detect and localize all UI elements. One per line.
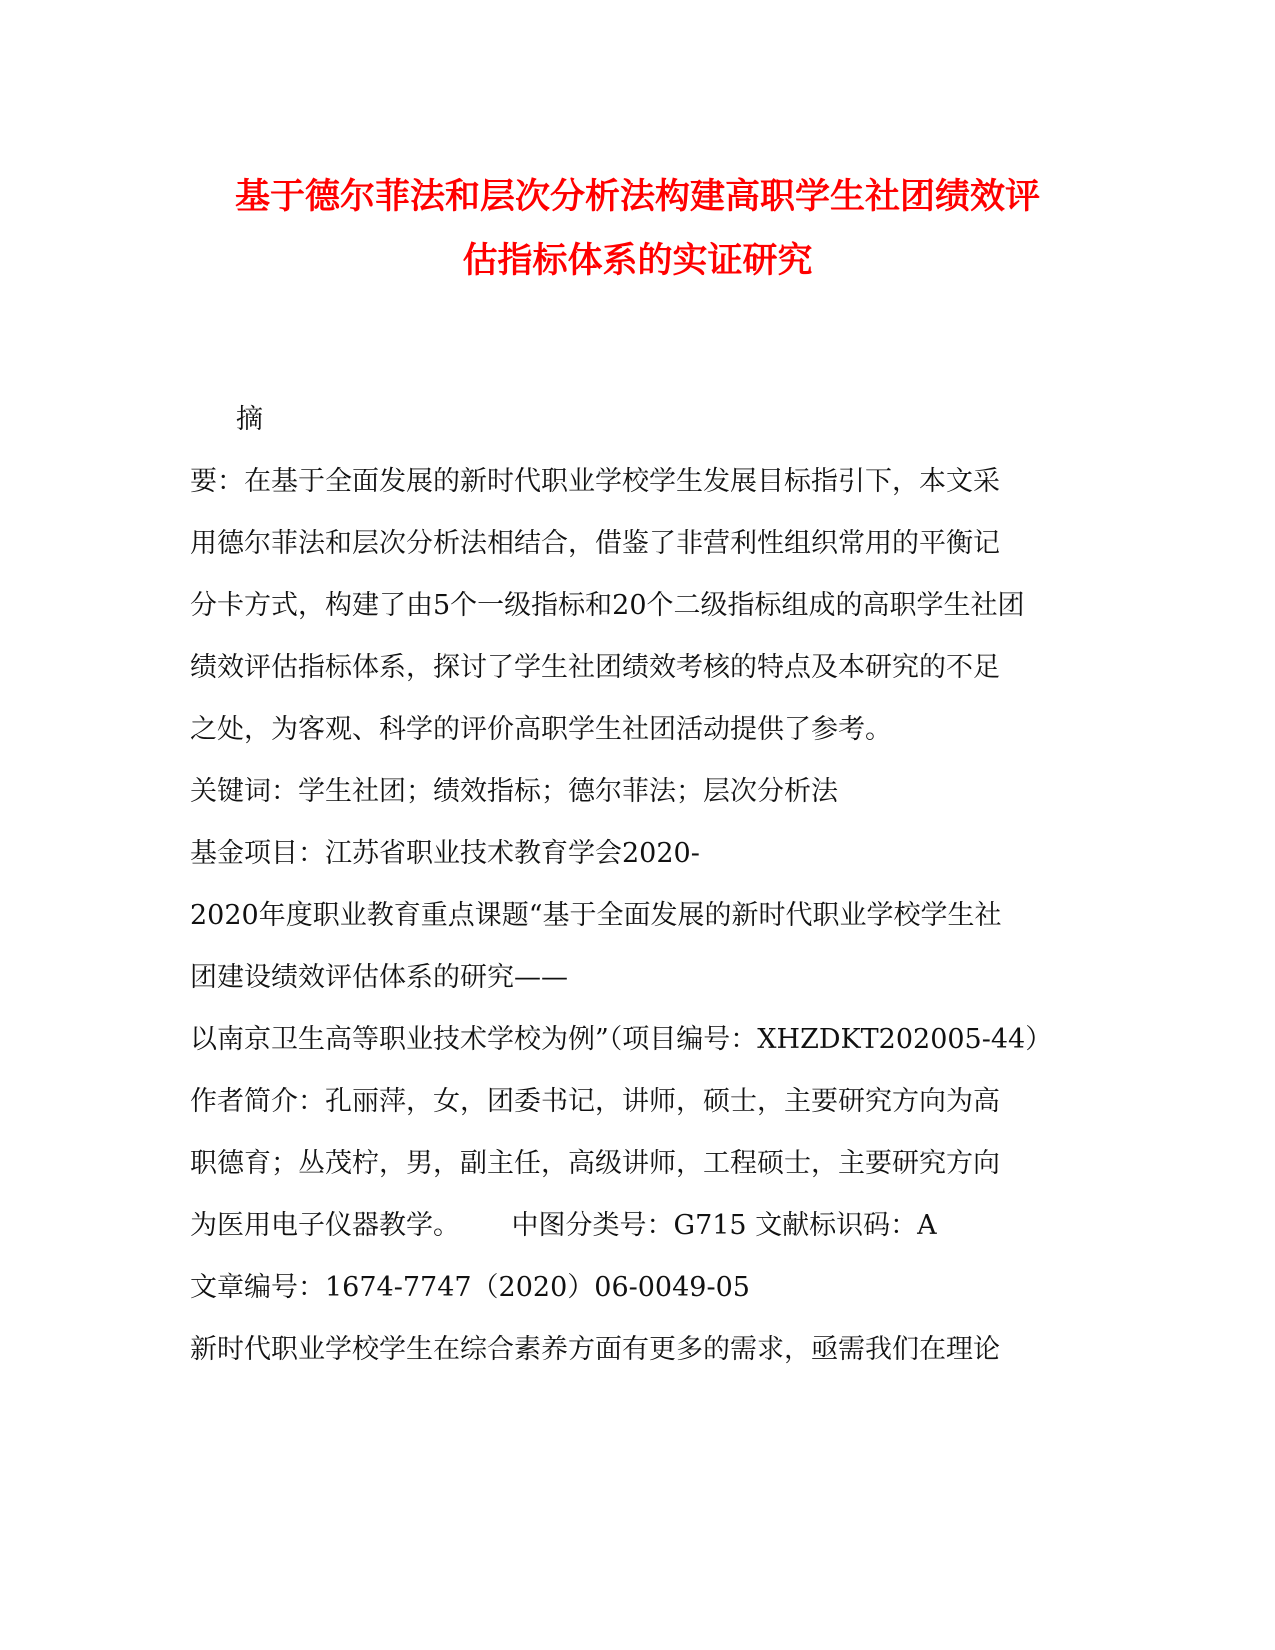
article-number-line: 文章编号：1674-7747（2020）06-0049-05 [190, 1272, 750, 1303]
fund-line-1: 基金项目：江苏省职业技术教育学会2020- [190, 838, 700, 869]
fund-line-4: 以南京卫生高等职业技术学校为例”（项目编号：XHZDKT202005-44） [190, 1024, 1053, 1055]
document-title-line-2: 估指标体系的实证研究 [462, 240, 813, 281]
author-line-1: 作者简介：孔丽萍，女，团委书记，讲师，硕士，主要研究方向为高 [190, 1086, 1000, 1117]
abstract-line-3: 分卡方式，构建了由5个一级指标和20个二级指标组成的高职学生社团 [190, 590, 1025, 621]
abstract-line-5: 之处，为客观、科学的评价高职学生社团活动提供了参考。 [190, 714, 892, 745]
abstract-line-4: 绩效评估指标体系，探讨了学生社团绩效考核的特点及本研究的不足 [190, 652, 1000, 683]
abstract-label: 摘 [236, 404, 263, 435]
fund-line-3: 团建设绩效评估体系的研究—— [190, 962, 568, 993]
author-line-2: 职德育；丛茂柠，男，副主任，高级讲师，工程硕士，主要研究方向 [190, 1148, 1000, 1179]
document-title-line-1: 基于德尔菲法和层次分析法构建高职学生社团绩效评 [234, 176, 1040, 217]
classification-line: 为医用电子仪器教学。 中图分类号：G715 文献标识码：A [190, 1210, 937, 1241]
abstract-line-1: 要：在基于全面发展的新时代职业学校学生发展目标指引下，本文采 [190, 466, 1000, 497]
fund-line-2: 2020年度职业教育重点课题“基于全面发展的新时代职业学校学生社 [190, 900, 1002, 931]
abstract-line-2: 用德尔菲法和层次分析法相结合，借鉴了非营利性组织常用的平衡记 [190, 528, 1000, 559]
body-paragraph-line-1: 新时代职业学校学生在综合素养方面有更多的需求，亟需我们在理论 [190, 1334, 1000, 1365]
keywords-line: 关键词：学生社团；绩效指标；德尔菲法；层次分析法 [190, 776, 838, 807]
